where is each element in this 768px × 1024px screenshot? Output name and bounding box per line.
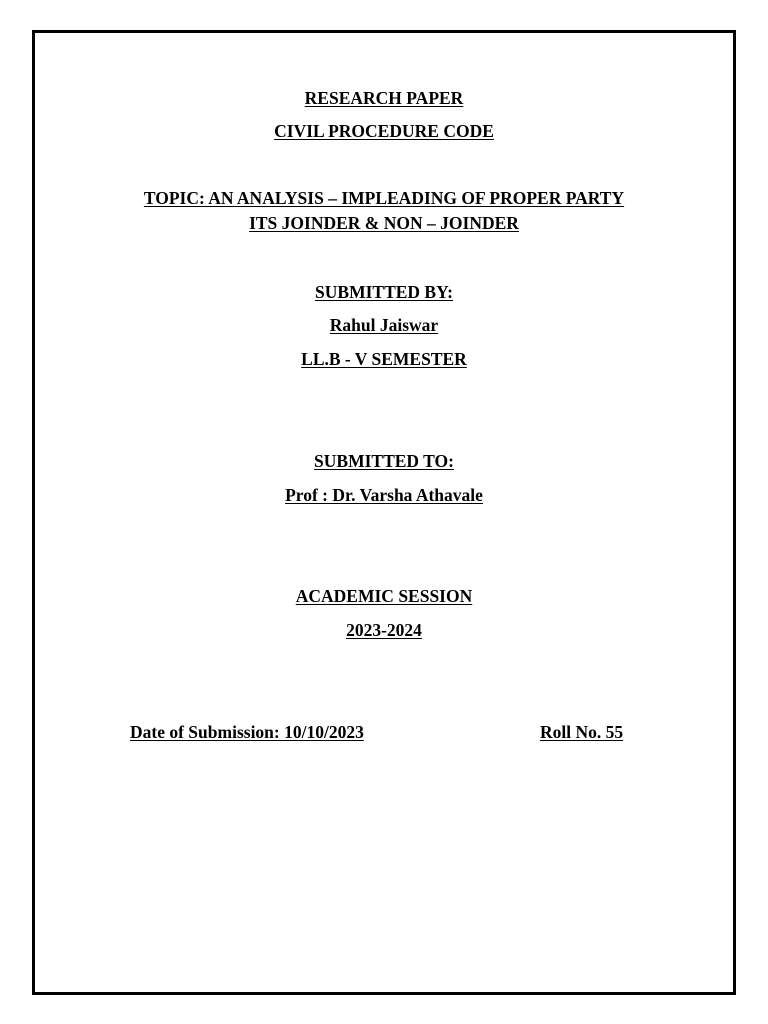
document-title: RESEARCH PAPER: [304, 88, 464, 108]
academic-session-years: 2023-2024: [346, 620, 422, 640]
topic-line-2: ITS JOINDER & NON – JOINDER: [249, 213, 519, 233]
professor-name: Prof : Dr. Varsha Athavale: [285, 485, 483, 505]
topic-line-1: TOPIC: AN ANALYSIS – IMPLEADING OF PROPER PARTY: [143, 188, 625, 208]
submitted-to-heading: SUBMITTED TO:: [314, 451, 454, 471]
roll-number: Roll No. 55: [540, 722, 624, 742]
submitted-by-heading: SUBMITTED BY:: [315, 282, 453, 302]
page-border: [32, 30, 736, 995]
course-semester: LL.B - V SEMESTER: [301, 349, 467, 369]
subject-title: CIVIL PROCEDURE CODE: [274, 121, 494, 141]
academic-session-heading: ACADEMIC SESSION: [295, 586, 473, 606]
submission-date: Date of Submission: 10/10/2023: [130, 722, 364, 742]
student-name: Rahul Jaiswar: [329, 315, 439, 335]
